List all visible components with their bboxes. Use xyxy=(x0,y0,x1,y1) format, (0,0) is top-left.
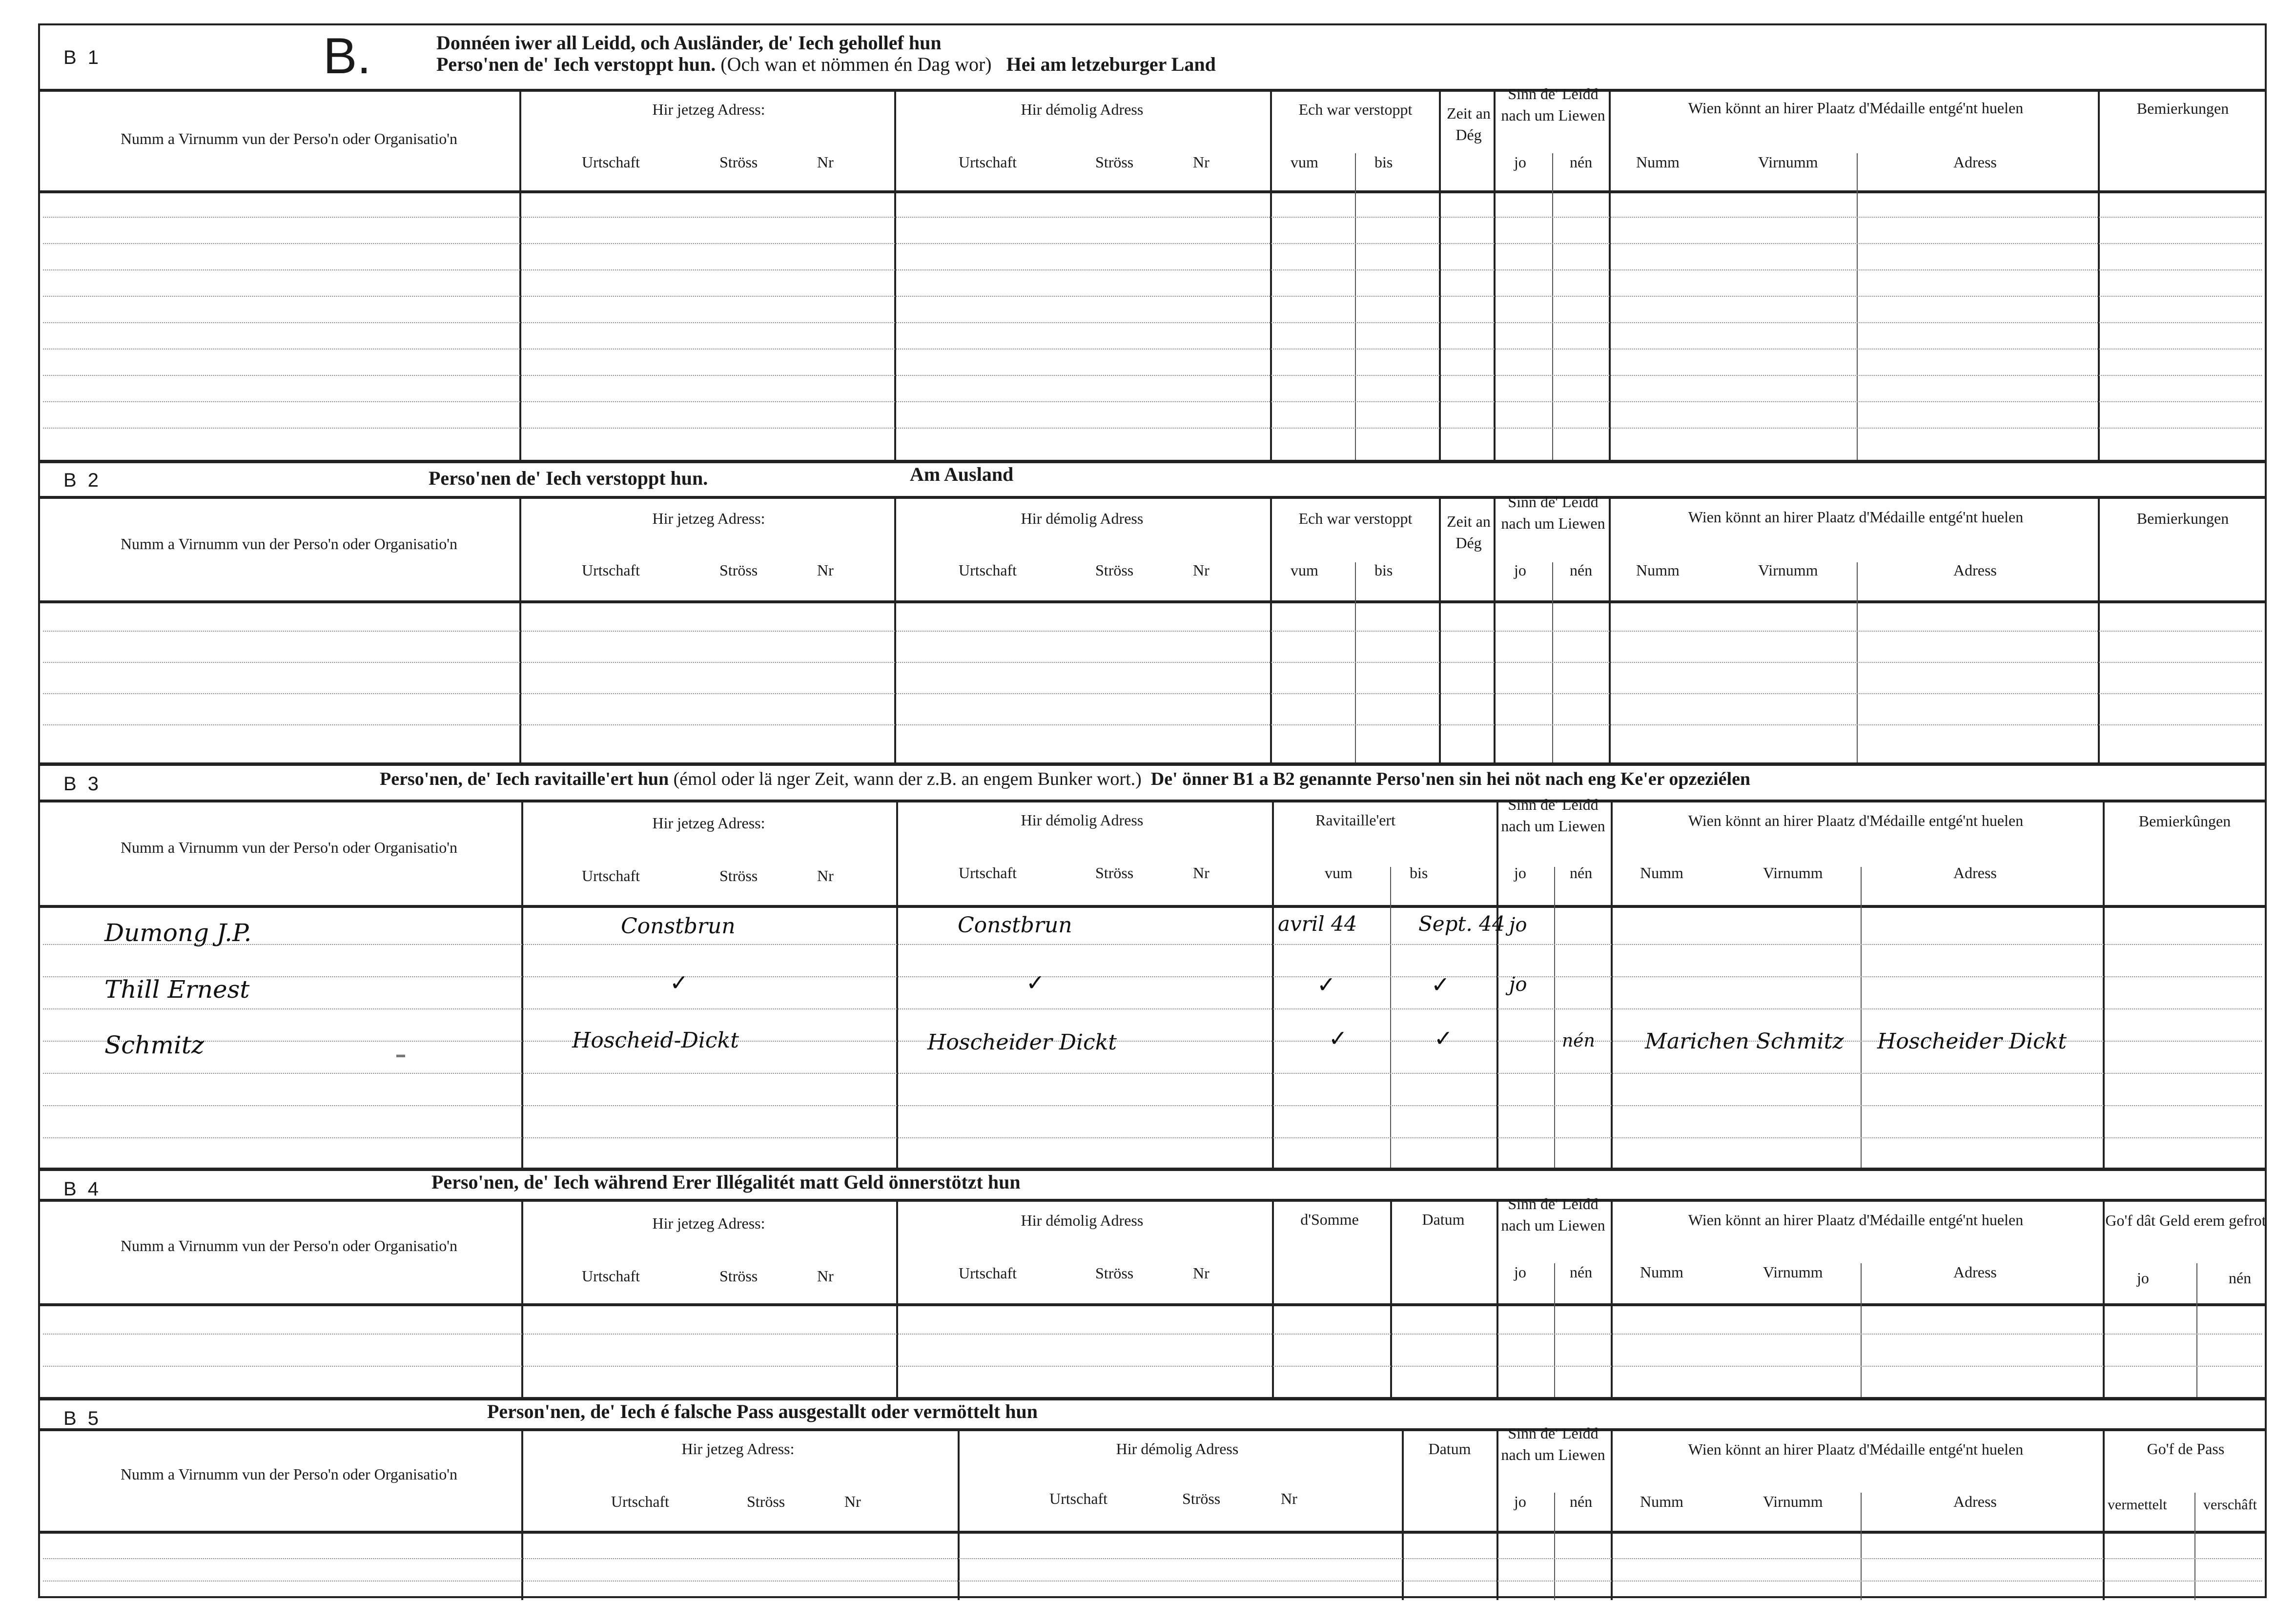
remarks-header: Bemierkungen xyxy=(2136,100,2229,117)
title-extra: De' önner B1 a B2 genannte Perso'nen sin hei nöt nach eng Ke'er opzeziélen xyxy=(1150,769,1751,789)
entry-row xyxy=(43,1366,2262,1367)
hidden-header: Ech war verstoppt xyxy=(1298,101,1413,118)
current-address-header: Hir jetzeg Adress: xyxy=(652,101,765,118)
section-rule xyxy=(40,460,2265,463)
column-divider xyxy=(1611,1428,1613,1600)
date-header: Datum xyxy=(1428,1440,1471,1458)
from-label: vum xyxy=(1291,153,1318,171)
no-label: nén xyxy=(1570,561,1593,579)
column-divider xyxy=(1496,1428,1498,1600)
entry-row xyxy=(43,1105,2262,1106)
title-place: Hei am letzeburger Land xyxy=(1006,53,1216,75)
entry-row xyxy=(43,944,2262,945)
column-divider xyxy=(1857,153,1858,460)
hidden-header: Ech war verstoppt xyxy=(1298,510,1413,527)
former-address-header: Hir démolig Adress xyxy=(1021,101,1144,118)
sum-header: d'Somme xyxy=(1300,1211,1359,1228)
ink-mark: ▬ xyxy=(396,1049,405,1059)
pass-provided-label: verschâft xyxy=(2203,1497,2257,1513)
title-line-1: Donnéen iwer all Leidd, och Ausländer, de' Iech gehollef hun xyxy=(436,32,942,54)
alive-header: Sinn de' Leidd nach um Liewen xyxy=(1501,1424,1605,1463)
nr-label: Nr xyxy=(817,867,834,884)
header-bottom-rule xyxy=(40,190,2265,193)
header-bottom-rule xyxy=(40,600,2265,603)
nr-label: Nr xyxy=(817,153,834,171)
medal-candidate-name: Marichen Schmitz xyxy=(1645,1029,1844,1054)
column-divider xyxy=(896,1199,898,1397)
column-divider xyxy=(2103,1199,2105,1397)
entry-row xyxy=(43,269,2262,270)
section-b1 xyxy=(40,25,2265,460)
column-divider xyxy=(1272,1199,1274,1397)
street-label: Ströss xyxy=(719,561,758,579)
column-divider xyxy=(1554,867,1555,1168)
column-divider xyxy=(1611,800,1613,1168)
remarks-header: Bemierkûngen xyxy=(2138,812,2231,830)
medal-header: Wien könnt an hirer Plaatz d'Médaille entgé'nt huelen xyxy=(1688,99,2024,117)
column-divider xyxy=(1554,1263,1555,1397)
entry-row xyxy=(43,243,2262,244)
section-title: Perso'nen de' Iech verstoppt hun. xyxy=(429,467,708,489)
section-b2 xyxy=(40,460,2265,762)
column-divider xyxy=(1861,867,1862,1168)
locality-label: Urtschaft xyxy=(1049,1490,1108,1507)
entry-row xyxy=(43,693,2262,694)
date-header: Datum xyxy=(1422,1211,1465,1228)
days-header: Zeit an Dég xyxy=(1447,104,1491,144)
medal-first-label: Virnumm xyxy=(1763,1493,1823,1510)
column-divider xyxy=(1439,89,1441,460)
section-title xyxy=(380,768,1750,790)
entry-alive: jo xyxy=(1509,973,1527,996)
section-rule xyxy=(40,1168,2265,1171)
section-title xyxy=(436,31,942,54)
no-label: nén xyxy=(2229,1269,2252,1287)
street-label: Ströss xyxy=(719,1267,758,1285)
header-bottom-rule xyxy=(40,905,2265,908)
entry-name: Dumong J.P. xyxy=(104,919,252,947)
street-label: Ströss xyxy=(1095,1264,1134,1282)
medal-header: Wien könnt an hirer Plaatz d'Médaille entgé'nt huelen xyxy=(1688,812,2024,829)
entry-row xyxy=(43,1073,2262,1074)
column-divider xyxy=(1861,1493,1862,1600)
medal-address-label: Adress xyxy=(1953,1263,1997,1281)
to-label: bis xyxy=(1374,561,1393,579)
header-top-rule xyxy=(40,89,2265,92)
locality-label: Urtschaft xyxy=(582,867,640,884)
entry-to: Sept. 44 xyxy=(1418,912,1505,936)
column-divider xyxy=(519,496,521,762)
ditto-mark: ✓ xyxy=(1431,971,1450,998)
column-divider xyxy=(1611,1199,1613,1397)
column-divider xyxy=(1494,496,1496,762)
entry-row xyxy=(43,724,2262,725)
former-address-header: Hir démolig Adress xyxy=(1021,811,1144,829)
medal-first-label: Virnumm xyxy=(1763,1263,1823,1281)
column-divider xyxy=(2098,89,2100,460)
column-divider xyxy=(521,800,523,1168)
entry-row xyxy=(43,375,2262,376)
ditto-mark: ✓ xyxy=(1026,969,1045,996)
medal-name-label: Numm xyxy=(1640,864,1683,882)
column-divider xyxy=(1861,1263,1862,1397)
no-label: nén xyxy=(1570,153,1593,171)
section-title: Perso'nen, de' Iech während Erer Illégalitét matt Geld önnerstötzt hun xyxy=(431,1171,1021,1193)
days-header: Zeit an Dég xyxy=(1447,513,1491,552)
current-address-header: Hir jetzeg Adress: xyxy=(652,1214,765,1232)
no-label: nén xyxy=(1570,1493,1593,1510)
title-note: (Och wan et nömmen én Dag wor) xyxy=(720,53,992,75)
entry-row xyxy=(43,976,2262,977)
from-label: vum xyxy=(1325,864,1353,882)
section-title: Person'nen, de' Iech é falsche Pass ausgestallt oder vermöttelt hun xyxy=(487,1400,1038,1422)
column-divider xyxy=(521,1428,523,1600)
locality-label: Urtschaft xyxy=(959,864,1017,882)
locality-label: Urtschaft xyxy=(582,561,640,579)
pass-arranged-label: vermettelt xyxy=(2108,1497,2167,1513)
street-label: Ströss xyxy=(719,153,758,171)
alive-header: Sinn de' Leidd nach um Liewen xyxy=(1501,796,1605,835)
form-sheet xyxy=(38,23,2267,1598)
column-divider xyxy=(1390,867,1391,1168)
column-divider xyxy=(1439,496,1441,762)
medal-header: Wien könnt an hirer Plaatz d'Médaille entgé'nt huelen xyxy=(1688,1440,2024,1458)
medal-header: Wien könnt an hirer Plaatz d'Médaille entgé'nt huelen xyxy=(1688,508,2024,526)
from-label: vum xyxy=(1291,561,1318,579)
header-bottom-rule xyxy=(40,1531,2265,1534)
entry-row xyxy=(43,1137,2262,1138)
street-label: Ströss xyxy=(1095,153,1134,171)
entry-from: avril 44 xyxy=(1278,912,1357,936)
entry-row xyxy=(43,1558,2262,1559)
street-label: Ströss xyxy=(1095,864,1134,882)
column-divider xyxy=(1390,1199,1392,1397)
column-divider xyxy=(1355,153,1356,460)
yes-label: jo xyxy=(1514,153,1526,171)
to-label: bis xyxy=(1374,153,1393,171)
header-top-rule xyxy=(40,1428,2265,1431)
nr-label: Nr xyxy=(817,1267,834,1285)
header-top-rule xyxy=(40,1199,2265,1202)
nr-label: Nr xyxy=(1193,561,1210,579)
entry-current-locality: Constbrun xyxy=(621,914,736,939)
locality-label: Urtschaft xyxy=(611,1493,670,1510)
column-divider xyxy=(958,1428,960,1600)
nr-label: Nr xyxy=(1193,1264,1210,1282)
entry-row xyxy=(43,217,2262,218)
remarks-header: Bemierkungen xyxy=(2136,510,2229,527)
entry-row xyxy=(43,1334,2262,1335)
section-subtitle xyxy=(436,53,1216,76)
to-label: bis xyxy=(1410,864,1428,882)
medal-address-label: Adress xyxy=(1953,1493,1997,1510)
column-divider xyxy=(1609,496,1611,762)
section-place: Am Ausland xyxy=(910,463,1014,485)
column-divider xyxy=(896,800,898,1168)
yes-label: jo xyxy=(1514,561,1526,579)
nr-label: Nr xyxy=(817,561,834,579)
name-header: Numm a Virnumm vun der Perso'n oder Organisatio'n xyxy=(120,1237,458,1254)
title-note: (émol oder lä nger Zeit, wann der z.B. an engem Bunker wort.) xyxy=(673,769,1142,789)
header-top-rule xyxy=(40,800,2265,802)
column-divider xyxy=(2103,800,2105,1168)
nr-label: Nr xyxy=(1193,153,1210,171)
ditto-mark: ✓ xyxy=(1434,1025,1453,1051)
column-divider xyxy=(1270,496,1272,762)
entry-name: Schmitz xyxy=(104,1031,205,1059)
former-address-header: Hir démolig Adress xyxy=(1021,1212,1144,1229)
section-b3 xyxy=(40,762,2265,1168)
header-top-rule xyxy=(40,496,2265,499)
section-b4 xyxy=(40,1168,2265,1397)
supplied-header: Ravitaille'ert xyxy=(1315,811,1395,829)
nr-label: Nr xyxy=(1281,1490,1297,1507)
medal-first-label: Virnumm xyxy=(1763,864,1823,882)
medal-header: Wien könnt an hirer Plaatz d'Médaille entgé'nt huelen xyxy=(1688,1211,2024,1229)
ditto-mark: ✓ xyxy=(1329,1025,1348,1051)
column-divider xyxy=(1272,800,1274,1168)
section-code: B 3 xyxy=(63,773,102,795)
ditto-mark: ✓ xyxy=(1317,971,1336,998)
entry-row xyxy=(43,1008,2262,1009)
column-divider xyxy=(2194,1493,2195,1600)
medal-address-label: Adress xyxy=(1953,561,1997,579)
money-returned-header: Go'f dât Geld erem gefrot xyxy=(2105,1212,2266,1229)
section-code: B 5 xyxy=(63,1408,102,1429)
title-main: Perso'nen, de' Iech ravitaille'ert hun xyxy=(380,769,669,789)
column-divider xyxy=(1554,1493,1555,1600)
yes-label: jo xyxy=(1514,864,1526,882)
entry-current-locality: Hoscheid-Dickt xyxy=(572,1028,739,1053)
no-label: nén xyxy=(1570,864,1593,882)
locality-label: Urtschaft xyxy=(959,1264,1017,1282)
entry-row xyxy=(43,401,2262,402)
name-header: Numm a Virnumm vun der Perso'n oder Organisatio'n xyxy=(120,130,458,147)
alive-header: Sinn de' Leidd nach um Liewen xyxy=(1501,1195,1605,1234)
medal-candidate-address: Hoscheider Dickt xyxy=(1877,1029,2067,1054)
column-divider xyxy=(1609,89,1611,460)
column-divider xyxy=(1496,800,1498,1168)
name-header: Numm a Virnumm vun der Perso'n oder Organisatio'n xyxy=(120,839,458,856)
entry-row xyxy=(43,428,2262,429)
alive-header: Sinn de' Leidd nach um Liewen xyxy=(1501,85,1605,124)
form-letter: B. xyxy=(323,28,371,84)
medal-name-label: Numm xyxy=(1636,153,1680,171)
section-rule xyxy=(40,762,2265,766)
yes-label: jo xyxy=(1514,1263,1526,1281)
entry-former-locality: Constbrun xyxy=(958,913,1072,938)
entry-dead: nén xyxy=(1562,1031,1595,1051)
nr-label: Nr xyxy=(1193,864,1210,882)
column-divider xyxy=(1552,153,1553,460)
current-address-header: Hir jetzeg Adress: xyxy=(652,510,765,527)
column-divider xyxy=(1402,1428,1404,1600)
medal-name-label: Numm xyxy=(1640,1263,1683,1281)
name-header: Numm a Virnumm vun der Perso'n oder Organisatio'n xyxy=(120,1465,458,1483)
former-address-header: Hir démolig Adress xyxy=(1021,510,1144,527)
column-divider xyxy=(894,496,896,762)
locality-label: Urtschaft xyxy=(582,153,640,171)
column-divider xyxy=(519,89,521,460)
entry-former-locality: Hoscheider Dickt xyxy=(927,1030,1117,1055)
street-label: Ströss xyxy=(747,1493,785,1510)
medal-address-label: Adress xyxy=(1953,864,1997,882)
entry-row xyxy=(43,296,2262,297)
section-code: B 1 xyxy=(63,47,102,68)
street-label: Ströss xyxy=(1182,1490,1221,1507)
entry-name: Thill Ernest xyxy=(104,975,250,1004)
current-address-header: Hir jetzeg Adress: xyxy=(652,814,765,832)
medal-name-label: Numm xyxy=(1640,1493,1683,1510)
column-divider xyxy=(894,89,896,460)
locality-label: Urtschaft xyxy=(959,153,1017,171)
locality-label: Urtschaft xyxy=(959,561,1017,579)
entry-alive: jo xyxy=(1509,914,1527,936)
former-address-header: Hir démolig Adress xyxy=(1116,1440,1239,1458)
column-divider xyxy=(1496,1199,1498,1397)
column-divider xyxy=(2103,1428,2105,1600)
locality-label: Urtschaft xyxy=(582,1267,640,1285)
entry-row xyxy=(43,1581,2262,1582)
section-code: B 4 xyxy=(63,1178,102,1200)
section-code: B 2 xyxy=(63,470,102,491)
section-rule xyxy=(40,1397,2265,1400)
column-divider xyxy=(2196,1263,2197,1397)
column-divider xyxy=(1270,89,1272,460)
ditto-mark: ✓ xyxy=(670,969,689,996)
medal-first-label: Virnumm xyxy=(1758,561,1818,579)
no-label: nén xyxy=(1570,1263,1593,1281)
section-b5 xyxy=(40,1397,2265,1600)
yes-label: jo xyxy=(2137,1269,2149,1287)
pass-given-header: Go'f de Pass xyxy=(2147,1440,2225,1458)
title-line-2: Perso'nen de' Iech verstoppt hun. xyxy=(436,53,716,75)
column-divider xyxy=(2098,496,2100,762)
street-label: Ströss xyxy=(719,867,758,884)
medal-address-label: Adress xyxy=(1953,153,1997,171)
entry-row xyxy=(43,631,2262,632)
name-header: Numm a Virnumm vun der Perso'n oder Organisatio'n xyxy=(120,535,458,553)
entry-row xyxy=(43,322,2262,323)
header-bottom-rule xyxy=(40,1303,2265,1306)
entry-row xyxy=(43,662,2262,663)
medal-name-label: Numm xyxy=(1636,561,1680,579)
medal-first-label: Virnumm xyxy=(1758,153,1818,171)
column-divider xyxy=(1494,89,1496,460)
yes-label: jo xyxy=(1514,1493,1526,1510)
nr-label: Nr xyxy=(844,1493,861,1510)
current-address-header: Hir jetzeg Adress: xyxy=(681,1440,795,1458)
street-label: Ströss xyxy=(1095,561,1134,579)
column-divider xyxy=(521,1199,523,1397)
alive-header: Sinn de' Leidd nach um Liewen xyxy=(1501,493,1605,532)
